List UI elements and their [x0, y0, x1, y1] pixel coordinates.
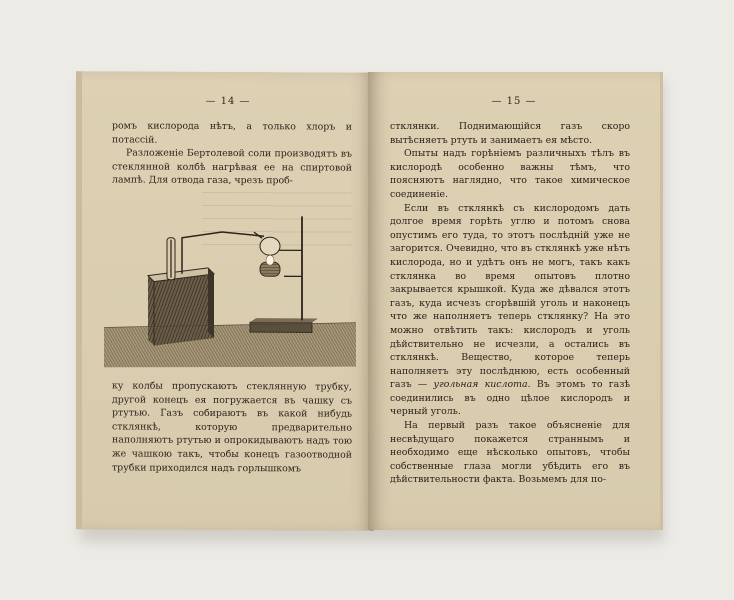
right-paragraph-2: Опыты надъ горѣніемъ различныхъ тѣлъ въ кислородѣ особенно важны тѣмъ, что поясняютъ наглядно, что такое химическое соединеніе.: [390, 148, 630, 200]
glass-flask: [260, 237, 280, 255]
right-paragraph-4: На первый разъ такое объясненіе для несвѣдущаго покажется страннымъ и необходимо еще нѣсколько опытовъ, чтобы собственные глаза могли убѣдить его въ дѣйствительности факта. Возьмемъ для по-: [390, 420, 630, 486]
chemistry-apparatus-illustration: [104, 209, 356, 368]
left-paragraph-3: ку колбы пропускаютъ стеклянную трубку, другой конецъ ея погружается въ чашку съ ртутью. Газъ собираютъ въ какой нибудь стклянкѣ, которую предварительно наполняютъ ртутью и опрокидываютъ надъ тою же чашкою такъ, чтобы конецъ газоотводной трубки приходился надъ горлышкомъ: [112, 380, 352, 474]
left-page: [76, 71, 374, 531]
right-paragraph-3: [390, 202, 630, 420]
italic-term: угольная кислота.: [433, 379, 531, 391]
left-top-text: [112, 119, 352, 188]
left-bottom-text: [112, 379, 352, 475]
right-text: [390, 120, 630, 487]
right-page-number: — 15 —: [491, 96, 537, 107]
delivery-tube: [182, 232, 264, 274]
open-book: [76, 72, 662, 534]
left-page-number: — 14 —: [205, 95, 251, 108]
right-paragraph-3-tail: Въ этомъ то газѣ соединились въ одно цѣлое кислородъ и черный уголь.: [390, 379, 631, 418]
right-page: [368, 72, 663, 530]
right-paragraph-1: стклянки. Поднимающійся газъ скоро вытѣсняетъ ртуть и занимаетъ ея мѣсто.: [390, 121, 630, 146]
table-surface: [104, 321, 356, 368]
left-paragraph-2: Разложеніе Бертолевой соли производятъ въ стеклянной колбѣ нагрѣвая ее на спиртовой лампѣ. Для отвода газа, чрезъ проб-: [112, 147, 352, 187]
right-paragraph-3-main: Если въ стклянкѣ съ кислородомъ дать долгое время горѣть углю и потомъ снова опустимъ его туда, то этотъ послѣдній уже не загорится. Очевидно, что въ стклянкѣ уже нѣтъ кислорода, но и удѣтъ онъ не могъ, такъ какъ стклянка во время опытовъ плотно закрывается крышкой. Куда же дѣвался этотъ газъ, куда исчезъ сгорѣвшій уголь и наконецъ что же наполняетъ теперь стклянку? На это можно отвѣтить такъ: кислородъ и уголь дѣйствительно не исчезли, а остались въ стклянкѣ. Вещество, которое теперь наполняетъ эту послѣднюю, есть особенный газъ —: [390, 202, 630, 391]
left-paragraph-1: ромъ кислорода нѣтъ, а только хлоръ и потассій.: [112, 120, 352, 146]
